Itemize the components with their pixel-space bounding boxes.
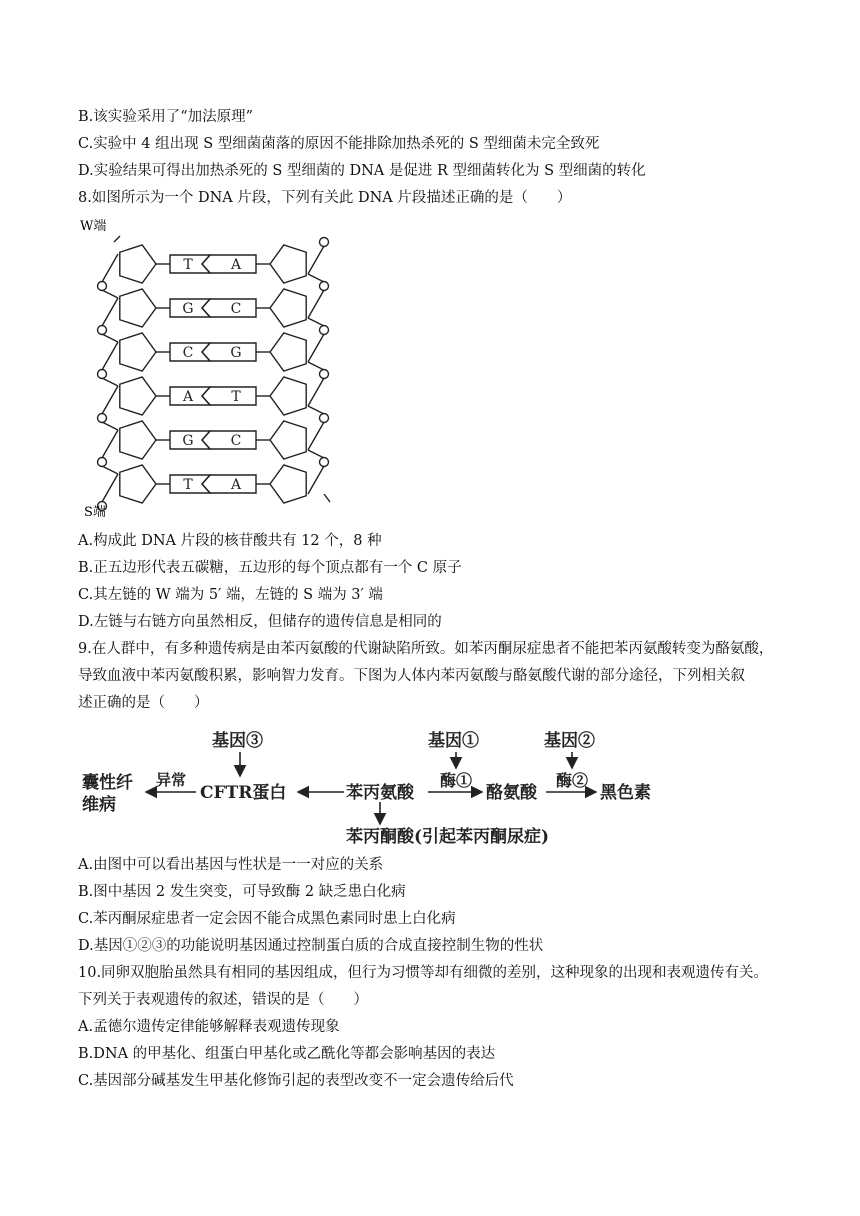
q8-option-b: B.正五边形代表五碳糖，五边形的每个顶点都有一个 C 原子 — [78, 560, 462, 576]
q9-option-a: A.由图中可以看出基因与性状是一一对应的关系 — [78, 857, 384, 873]
left-base-label: T — [183, 477, 193, 493]
q7-option-c: C.实验中 4 组出现 S 型细菌菌落的原因不能排除加热杀死的 S 型细菌未完全致死 — [78, 136, 600, 152]
phosphate-left — [98, 326, 107, 335]
base-pair-row — [98, 274, 329, 342]
q8-option-d: D.左链与右链方向虽然相反，但储存的遗传信息是相同的 — [78, 614, 442, 630]
q9-option-b: B.图中基因 2 发生突变，可导致酶 2 缺乏患白化病 — [78, 884, 406, 900]
gene2-label: 基因② — [544, 731, 595, 751]
phosphate-right — [320, 370, 329, 379]
q9-stem-line1: 9.在人群中，有多种遗传病是由苯丙氨酸的代谢缺陷所致。如苯丙酮尿症患者不能把苯丙氨酸转变为酪氨酸， — [78, 641, 774, 657]
phosphate-left — [98, 414, 107, 423]
right-base-label: C — [230, 301, 242, 317]
right-base-label: A — [230, 477, 242, 493]
phosphate-left — [98, 282, 107, 291]
left-base-label: C — [182, 345, 194, 361]
q7-option-d: D.实验结果可得出加热杀死的 S 型细菌的 DNA 是促进 R 型细菌转化为 S 型细菌的转化 — [78, 163, 646, 179]
cystic-fibrosis-line1: 囊性纤 — [82, 773, 133, 793]
q10-option-b: B.DNA 的甲基化、组蛋白甲基化或乙酰化等都会影响基因的表达 — [78, 1046, 496, 1062]
q9-stem-line3: 述正确的是（ ） — [78, 695, 209, 711]
cystic-fibrosis-line2: 维病 — [82, 795, 116, 815]
abnormal-label: 异常 — [156, 771, 187, 789]
left-base-label: G — [182, 433, 194, 449]
cftr-protein-label: CFTR蛋白 — [200, 783, 287, 803]
q10-option-a: A.孟德尔遗传定律能够解释表观遗传现象 — [78, 1019, 340, 1035]
left-base-label: G — [182, 301, 194, 317]
right-base-label: C — [230, 433, 242, 449]
melanin-label: 黑色素 — [600, 783, 651, 803]
enzyme1-label: 酶① — [440, 771, 473, 790]
right-base-label: T — [231, 389, 241, 405]
base-pair-row — [98, 318, 329, 386]
left-base-label: T — [183, 257, 193, 273]
phosphate-right — [320, 458, 329, 467]
base-pair-row — [98, 238, 329, 299]
q9-option-c: C.苯丙酮尿症患者一定会因不能合成黑色素同时患上白化病 — [78, 911, 456, 927]
phosphate-right — [320, 238, 329, 247]
enzyme2-label: 酶② — [556, 771, 589, 790]
q10-stem-line2: 下列关于表观遗传的叙述，错误的是（ ） — [78, 992, 368, 1008]
w-end-label: W端 — [80, 219, 107, 234]
q10-option-c: C.基因部分碱基发生甲基化修饰引起的表型改变不一定会遗传给后代 — [78, 1073, 514, 1089]
metabolism-pathway-diagram — [78, 728, 678, 848]
phosphate-left — [98, 458, 107, 467]
phenylalanine-label: 苯丙氨酸 — [346, 783, 414, 803]
q10-stem-line1: 10.同卵双胞胎虽然具有相同的基因组成，但行为习惯等却有细微的差别，这种现象的出现和表观遗传有关。 — [78, 965, 769, 981]
phosphate-right — [320, 326, 329, 335]
q7-option-b: B.该实验采用了“加法原理” — [78, 109, 254, 125]
left-base-label: A — [182, 389, 194, 405]
phosphate-right — [320, 282, 329, 291]
base-pair-row — [98, 362, 329, 430]
base-pair-row — [98, 406, 329, 474]
phosphate-right — [320, 414, 329, 423]
dna-fragment-diagram — [78, 214, 348, 524]
gene3-label: 基因③ — [212, 731, 263, 751]
base-pair-row — [98, 450, 329, 511]
q9-stem-line2: 导致血液中苯丙氨酸积累，影响智力发育。下图为人体内苯丙氨酸与酪氨酸代谢的部分途径，下列相关叙 — [78, 668, 745, 684]
right-base-label: G — [230, 345, 242, 361]
gene1-label: 基因① — [428, 731, 479, 751]
q8-option-a: A.构成此 DNA 片段的核苷酸共有 12 个，8 种 — [78, 533, 382, 549]
q9-option-d: D.基因①②③的功能说明基因通过控制蛋白质的合成直接控制生物的性状 — [78, 938, 544, 954]
phosphate-left — [98, 370, 107, 379]
phenylpyruvate-label: 苯丙酮酸(引起苯丙酮尿症) — [346, 827, 550, 847]
right-base-label: A — [230, 257, 242, 273]
tyrosine-label: 酪氨酸 — [486, 783, 537, 803]
q8-stem: 8.如图所示为一个 DNA 片段，下列有关此 DNA 片段描述正确的是（ ） — [78, 190, 572, 206]
q8-option-c: C.其左链的 W 端为 5′ 端，左链的 S 端为 3′ 端 — [78, 587, 383, 603]
s-end-label: S端 — [84, 505, 106, 520]
